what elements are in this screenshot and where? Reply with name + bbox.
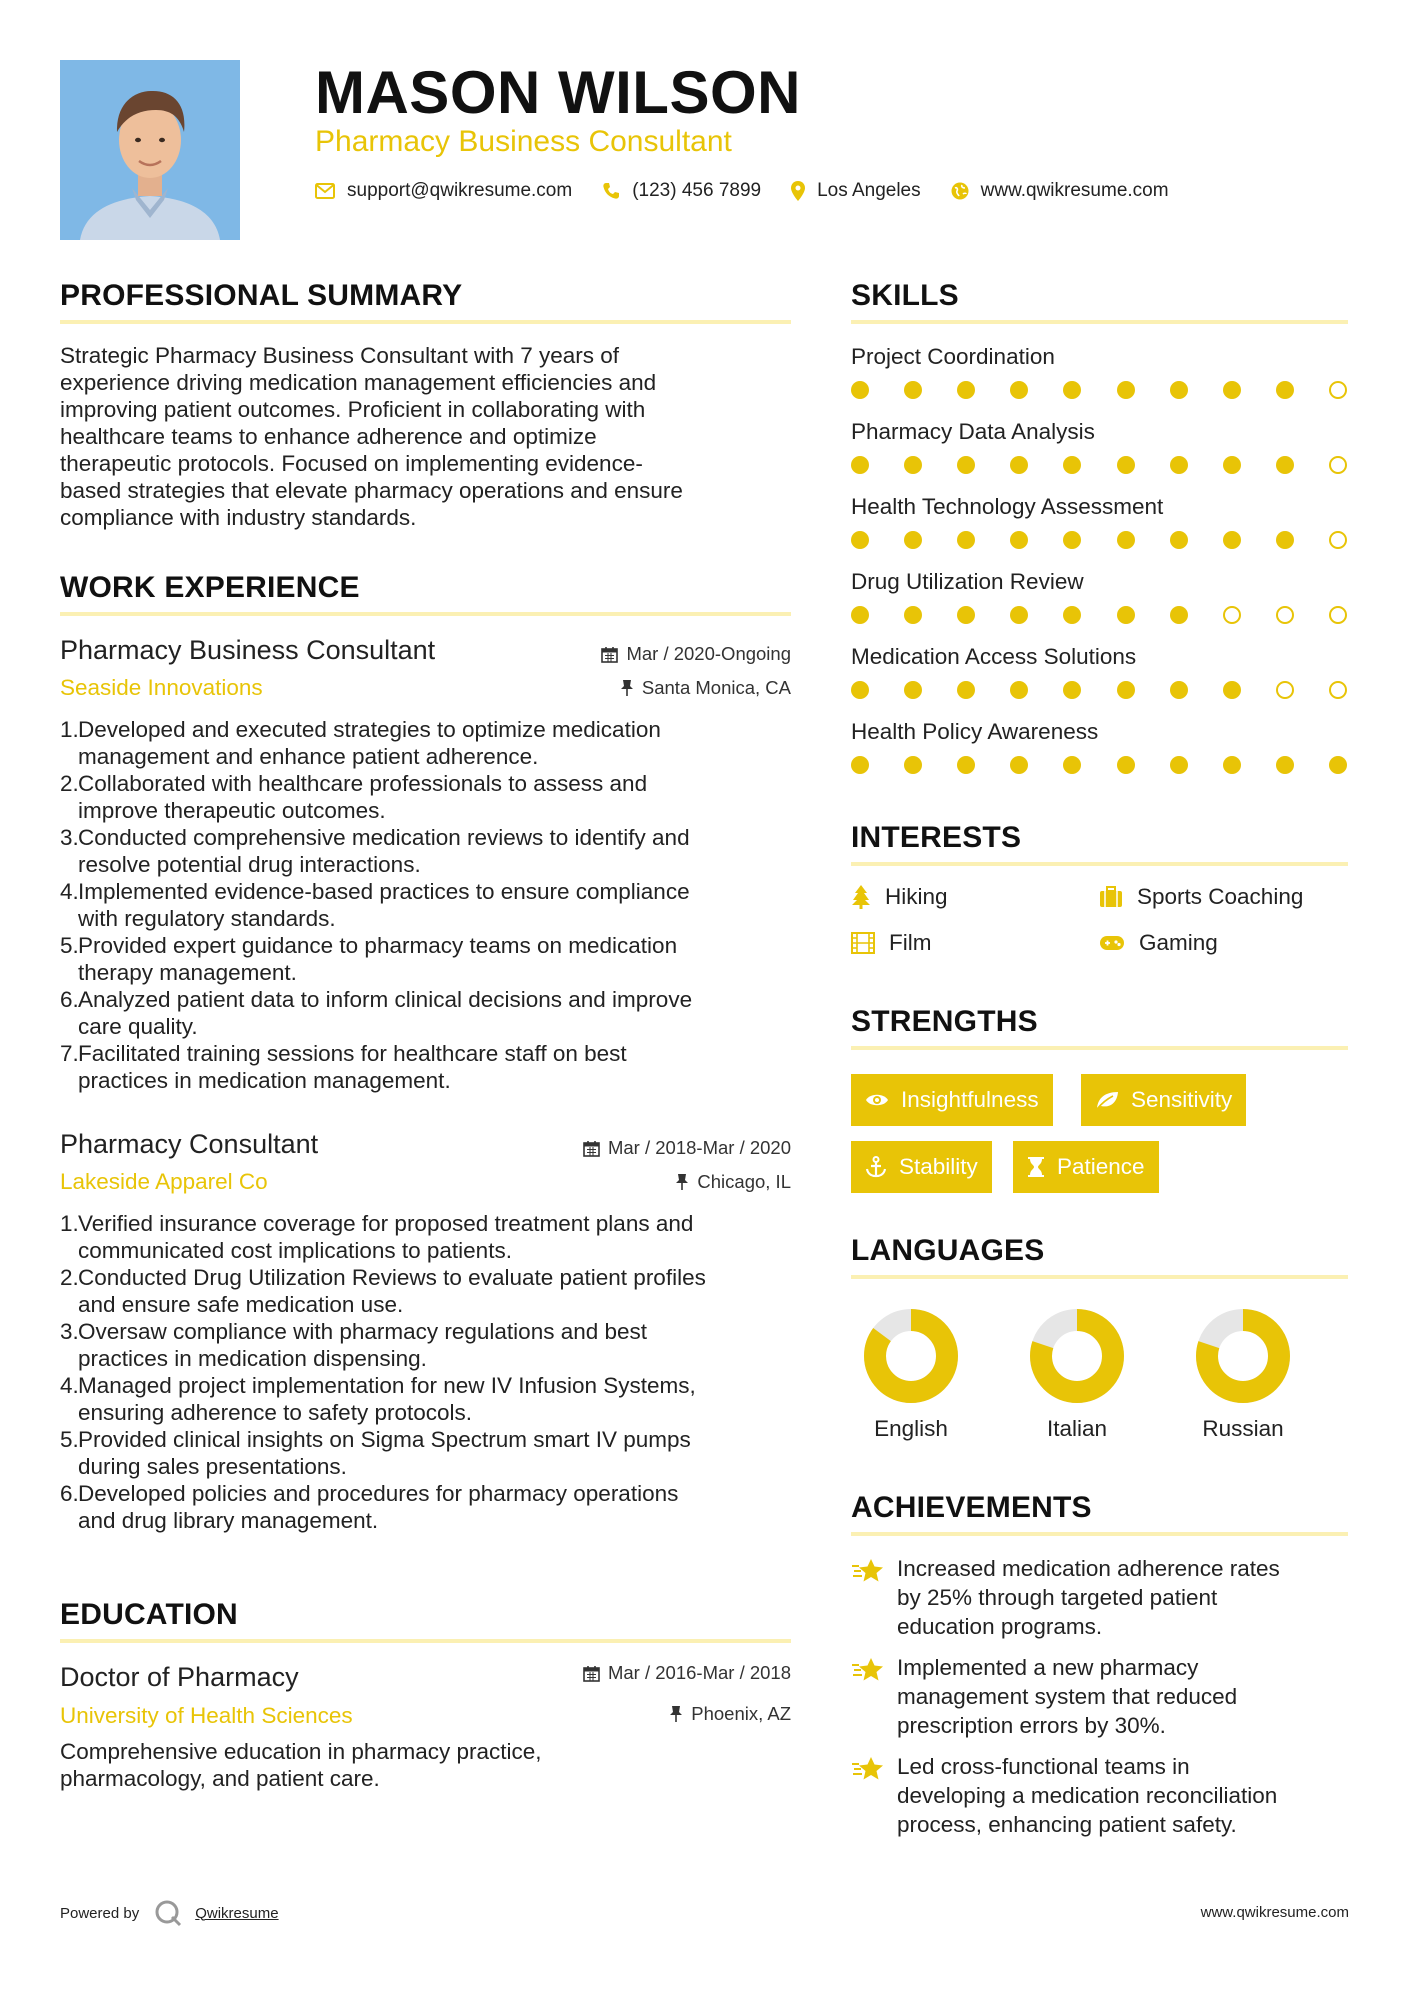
strength-label: Sensitivity (1131, 1087, 1233, 1112)
tree-icon (851, 885, 871, 909)
rating-dot-filled (851, 681, 869, 699)
achievement-item (851, 1653, 1351, 1740)
rating-dot-filled (1063, 681, 1081, 699)
achievement-line: process, enhancing patient safety. (897, 1812, 1237, 1837)
contact-location (791, 180, 921, 202)
list-item: 6. Analyzed patient data to inform clinical decisions and improve care quality. (60, 987, 693, 1039)
rating-dot-empty (1329, 456, 1347, 474)
rating-dot-filled (1223, 756, 1241, 774)
strength-label: Insightfulness (901, 1087, 1039, 1112)
list-item: 5. Provided expert guidance to pharmacy teams on medication therapy management. (60, 933, 678, 985)
interest-label: Hiking (885, 884, 948, 909)
contact-email[interactable] (315, 180, 572, 202)
rating-dot-filled (1223, 381, 1241, 399)
job-company: Seaside Innovations (60, 675, 263, 700)
rating-dot-filled (1063, 756, 1081, 774)
rating-dot-filled (1276, 756, 1294, 774)
education-line: pharmacology, and patient care. (60, 1766, 380, 1791)
calendar-icon (583, 1665, 600, 1682)
rating-dot-filled (957, 681, 975, 699)
skill-rating (851, 381, 1347, 401)
rating-dot-filled (1329, 756, 1347, 774)
gamepad-icon (1099, 935, 1125, 951)
education-dates (583, 1661, 791, 1685)
interest-item (1099, 882, 1303, 912)
education-description (60, 1738, 800, 1792)
language-ring (856, 1301, 966, 1411)
interest-label: Gaming (1139, 930, 1218, 955)
list-item: 4. Managed project implementation for new IV Infusion Systems, ensuring adherence to safety protocols. (60, 1373, 696, 1425)
degree-title: Doctor of Pharmacy (60, 1662, 299, 1692)
brand-link[interactable]: Qwikresume (195, 1904, 279, 1922)
briefcase-icon (1099, 886, 1123, 908)
list-item: 2. Collaborated with healthcare professionals to assess and improve therapeutic outcomes. (60, 771, 648, 823)
hourglass-icon (1027, 1156, 1045, 1178)
summary-line: Strategic Pharmacy Business Consultant with 7 years of (60, 343, 620, 368)
calendar-icon (583, 1140, 600, 1157)
skill-name: Drug Utilization Review (851, 569, 1084, 594)
strength-badge (1013, 1141, 1159, 1193)
work-heading: WORK EXPERIENCE (60, 571, 360, 604)
rating-dot-filled (1063, 606, 1081, 624)
interests-heading: INTERESTS (851, 821, 1022, 854)
school-name: University of Health Sciences (60, 1703, 353, 1728)
job-responsibilities (60, 1210, 800, 1534)
rating-dot-filled (904, 531, 922, 549)
map-pin-icon (791, 181, 805, 201)
rating-dot-filled (1117, 756, 1135, 774)
powered-by-text: Powered by (60, 1904, 140, 1922)
list-item: 7. Facilitated training sessions for healthcare staff on best practices in medication management. (60, 1041, 627, 1093)
rating-dot-filled (904, 756, 922, 774)
languages-divider (851, 1275, 1348, 1279)
skill-name: Health Technology Assessment (851, 494, 1164, 519)
contact-bar (315, 177, 1199, 205)
summary-line: therapeutic protocols. Focused on implementing evidence- (60, 451, 643, 476)
rating-dot-filled (1170, 756, 1188, 774)
skill-rating (851, 606, 1347, 626)
pushpin-icon (620, 679, 634, 697)
interest-item (851, 882, 948, 912)
star-icon (851, 1756, 885, 1782)
rating-dot-filled (1063, 531, 1081, 549)
rating-dot-filled (957, 531, 975, 549)
summary-line: compliance with industry standards. (60, 505, 417, 530)
footer-url[interactable]: www.qwikresume.com (1200, 1904, 1349, 1921)
achievement-item (851, 1554, 1351, 1641)
skill-rating (851, 681, 1347, 701)
summary-text (60, 342, 800, 531)
film-icon (851, 932, 875, 954)
summary-heading: PROFESSIONAL SUMMARY (60, 279, 463, 312)
rating-dot-filled (851, 756, 869, 774)
qwikresume-logo-icon (153, 1898, 183, 1928)
rating-dot-filled (1063, 381, 1081, 399)
rating-dot-filled (1010, 606, 1028, 624)
achievement-line: Implemented a new pharmacy (897, 1655, 1199, 1680)
skills-divider (851, 320, 1348, 324)
achievements-heading: ACHIEVEMENTS (851, 1491, 1092, 1524)
education-heading: EDUCATION (60, 1598, 238, 1631)
interests-divider (851, 862, 1348, 866)
job-location (675, 1170, 791, 1194)
rating-dot-empty (1276, 606, 1294, 624)
rating-dot-filled (851, 531, 869, 549)
phone-text: (123) 456 7899 (632, 180, 762, 201)
skills-heading: SKILLS (851, 279, 959, 312)
language-ring (1022, 1301, 1132, 1411)
achievement-line: by 25% through targeted patient (897, 1585, 1218, 1610)
interest-item (851, 928, 931, 958)
achievement-line: prescription errors by 30%. (897, 1713, 1166, 1738)
job-title: Pharmacy Business Consultant (60, 635, 436, 665)
footer-branding (60, 1898, 279, 1928)
rating-dot-filled (1223, 456, 1241, 474)
job-responsibilities (60, 716, 800, 1094)
achievements-divider (851, 1532, 1348, 1536)
list-item: 5. Provided clinical insights on Sigma Spectrum smart IV pumps during sales presentations. (60, 1427, 691, 1479)
summary-line: experience driving medication management efficiencies and (60, 370, 657, 395)
strength-badge (1081, 1074, 1246, 1126)
rating-dot-filled (1063, 456, 1081, 474)
list-item: 1. Verified insurance coverage for proposed treatment plans and communicated cost implications to patients. (60, 1211, 694, 1263)
rating-dot-filled (1276, 531, 1294, 549)
summary-divider (60, 320, 791, 324)
phone-icon (602, 182, 620, 200)
contact-phone[interactable] (602, 180, 761, 202)
star-icon (851, 1558, 885, 1584)
achievement-line: Led cross-functional teams in (897, 1754, 1190, 1779)
summary-line: improving patient outcomes. Proficient in collaborating with (60, 397, 646, 422)
rating-dot-empty (1329, 381, 1347, 399)
skill-rating (851, 531, 1347, 551)
education-line: Comprehensive education in pharmacy practice, (60, 1739, 542, 1764)
pushpin-icon (669, 1705, 683, 1723)
rating-dot-filled (1223, 531, 1241, 549)
rating-dot-filled (851, 381, 869, 399)
rating-dot-filled (904, 606, 922, 624)
rating-dot-empty (1276, 681, 1294, 699)
rating-dot-filled (1117, 456, 1135, 474)
rating-dot-filled (904, 456, 922, 474)
interest-item (1099, 928, 1218, 958)
list-item: 1. Developed and executed strategies to optimize medication management and enhance patient adherence. (60, 717, 661, 769)
summary-line: based strategies that elevate pharmacy operations and ensure (60, 478, 683, 503)
rating-dot-filled (1170, 606, 1188, 624)
list-item: 3. Oversaw compliance with pharmacy regulations and best practices in medication dispensing. (60, 1319, 648, 1371)
strength-badge (851, 1141, 992, 1193)
list-item: 3. Conducted comprehensive medication reviews to identify and resolve potential drug interactions. (60, 825, 690, 877)
job-title: Pharmacy Consultant (60, 1129, 319, 1159)
job-dates-text: Mar / 2020-Ongoing (626, 643, 791, 664)
rating-dot-filled (904, 681, 922, 699)
star-icon (851, 1657, 885, 1683)
rating-dot-empty (1329, 606, 1347, 624)
job-dates (601, 642, 791, 666)
email-text: support@qwikresume.com (347, 180, 573, 201)
rating-dot-empty (1329, 681, 1347, 699)
education-dates-text: Mar / 2016-Mar / 2018 (607, 1662, 791, 1683)
skill-name: Medication Access Solutions (851, 644, 1137, 669)
list-item: 4. Implemented evidence-based practices to ensure compliance with regulatory standards. (60, 879, 690, 931)
language-label: Italian (1046, 1416, 1108, 1441)
skill-name: Health Policy Awareness (851, 719, 1099, 744)
work-divider (60, 612, 791, 616)
eye-icon (865, 1092, 889, 1108)
rating-dot-filled (957, 381, 975, 399)
rating-dot-filled (1276, 381, 1294, 399)
rating-dot-filled (851, 606, 869, 624)
profile-photo (60, 60, 240, 240)
rating-dot-filled (1117, 531, 1135, 549)
globe-icon (951, 182, 969, 200)
envelope-icon (315, 183, 335, 199)
achievement-line: Increased medication adherence rates (897, 1556, 1280, 1581)
rating-dot-filled (1170, 531, 1188, 549)
summary-line: healthcare teams to enhance adherence and optimize (60, 424, 597, 449)
language-label: English (874, 1416, 948, 1441)
achievement-line: developing a medication reconciliation (897, 1783, 1278, 1808)
leaf-icon (1095, 1090, 1119, 1110)
rating-dot-filled (1170, 381, 1188, 399)
interest-label: Film (889, 930, 932, 955)
job-location-text: Santa Monica, CA (641, 677, 791, 698)
location-text: Los Angeles (817, 180, 921, 201)
strengths-divider (851, 1046, 1348, 1050)
skill-name: Project Coordination (851, 344, 1055, 369)
rating-dot-filled (1117, 381, 1135, 399)
candidate-title: Pharmacy Business Consultant (315, 125, 732, 158)
languages-heading: LANGUAGES (851, 1234, 1045, 1267)
interest-label: Sports Coaching (1137, 884, 1304, 909)
strengths-heading: STRENGTHS (851, 1005, 1038, 1038)
contact-website[interactable] (951, 180, 1169, 202)
job-dates-text: Mar / 2018-Mar / 2020 (607, 1137, 791, 1158)
language-label: Russian (1202, 1416, 1284, 1441)
rating-dot-filled (1170, 456, 1188, 474)
strength-label: Stability (899, 1154, 978, 1179)
strength-badge (851, 1074, 1053, 1126)
list-item: 6. Developed policies and procedures for pharmacy operations and drug library management. (60, 1481, 679, 1533)
anchor-icon (865, 1156, 887, 1178)
skill-rating (851, 756, 1347, 776)
rating-dot-filled (1117, 606, 1135, 624)
rating-dot-filled (1223, 681, 1241, 699)
job-company: Lakeside Apparel Co (60, 1169, 268, 1194)
rating-dot-filled (1010, 681, 1028, 699)
rating-dot-filled (1117, 681, 1135, 699)
achievement-line: education programs. (897, 1614, 1103, 1639)
education-location (669, 1702, 791, 1726)
education-location-text: Phoenix, AZ (691, 1703, 791, 1724)
job-location (620, 676, 791, 700)
rating-dot-empty (1223, 606, 1241, 624)
rating-dot-filled (851, 456, 869, 474)
rating-dot-filled (1010, 381, 1028, 399)
job-dates (583, 1136, 791, 1160)
rating-dot-filled (957, 606, 975, 624)
strength-label: Patience (1057, 1154, 1145, 1179)
rating-dot-filled (1010, 531, 1028, 549)
rating-dot-filled (1276, 456, 1294, 474)
skill-rating (851, 456, 1347, 476)
education-divider (60, 1639, 791, 1643)
pushpin-icon (675, 1173, 689, 1191)
rating-dot-empty (1329, 531, 1347, 549)
achievement-item (851, 1752, 1351, 1839)
achievement-line: management system that reduced (897, 1684, 1238, 1709)
list-item: 2. Conducted Drug Utilization Reviews to evaluate patient profiles and ensure safe medication use. (60, 1265, 706, 1317)
language-ring (1188, 1301, 1298, 1411)
rating-dot-filled (1010, 756, 1028, 774)
candidate-name: MASON WILSON (315, 59, 801, 126)
rating-dot-filled (904, 381, 922, 399)
rating-dot-filled (957, 756, 975, 774)
calendar-icon (601, 646, 618, 663)
rating-dot-filled (1010, 456, 1028, 474)
job-location-text: Chicago, IL (697, 1171, 791, 1192)
rating-dot-filled (1170, 681, 1188, 699)
rating-dot-filled (957, 456, 975, 474)
skill-name: Pharmacy Data Analysis (851, 419, 1095, 444)
website-text: www.qwikresume.com (980, 180, 1169, 201)
